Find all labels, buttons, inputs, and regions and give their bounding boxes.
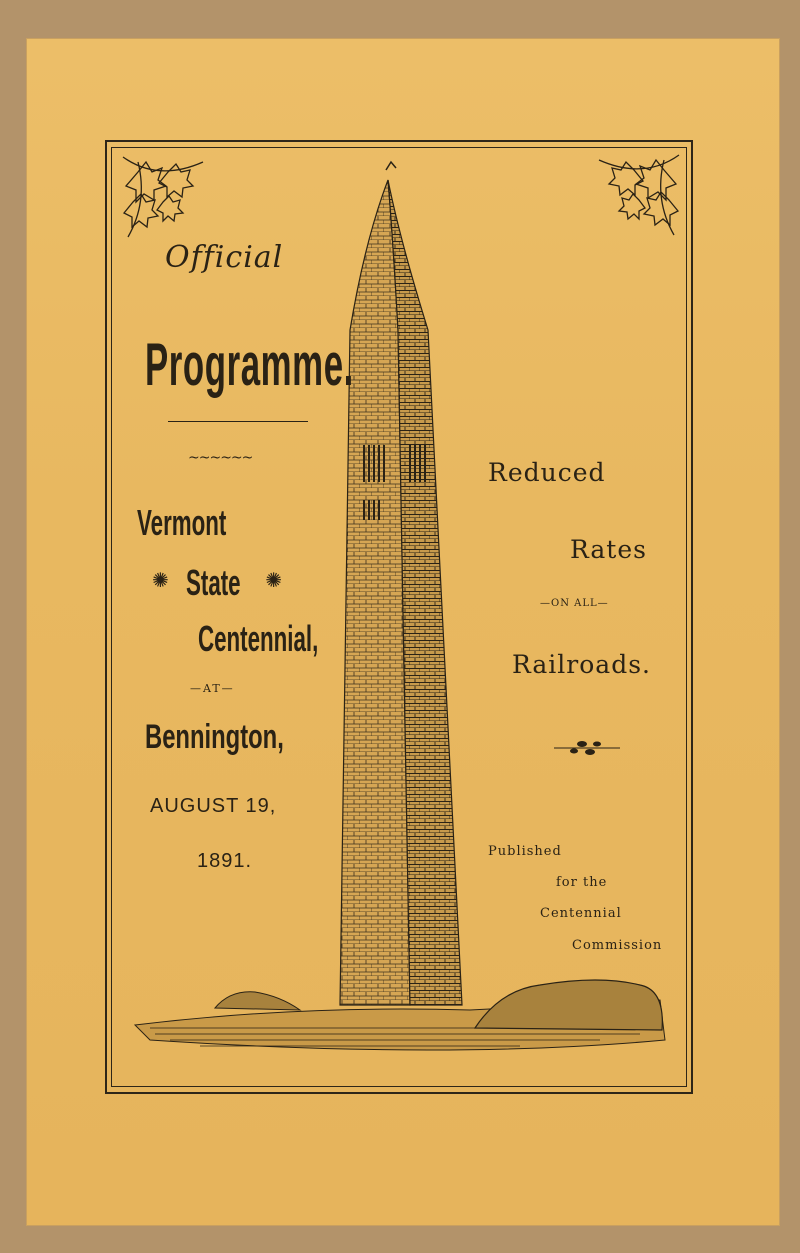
- rates-line-railroads: Railroads.: [512, 650, 651, 679]
- event-line-centennial: Centennial,: [198, 618, 319, 659]
- title-underline: [168, 421, 308, 422]
- event-year: 1891.: [197, 850, 253, 872]
- at-connector: —AT—: [190, 682, 235, 695]
- official-heading: Official: [165, 240, 284, 275]
- rosette-icon: ✺: [152, 568, 169, 592]
- publisher-line-1: Published: [488, 844, 562, 859]
- publisher-line-4: Commission: [572, 938, 663, 953]
- rates-on-all: —ON ALL—: [540, 598, 609, 609]
- rates-line-rates: Rates: [570, 535, 647, 564]
- leaf-sprig-icon: [552, 738, 622, 758]
- programme-title: Programme.: [145, 331, 354, 398]
- event-date: AUGUST 19,: [150, 795, 277, 817]
- publisher-line-3: Centennial: [540, 906, 622, 921]
- event-line-state: State: [186, 562, 241, 603]
- publisher-line-2: for the: [556, 875, 608, 890]
- monument-illustration: [130, 160, 670, 1060]
- rosette-icon: ✺: [265, 568, 282, 592]
- event-line-vermont: Vermont: [137, 502, 227, 543]
- vine-divider-icon: ~~~~~~: [188, 450, 253, 466]
- place-bennington: Bennington,: [145, 718, 284, 756]
- rates-line-reduced: Reduced: [488, 458, 606, 487]
